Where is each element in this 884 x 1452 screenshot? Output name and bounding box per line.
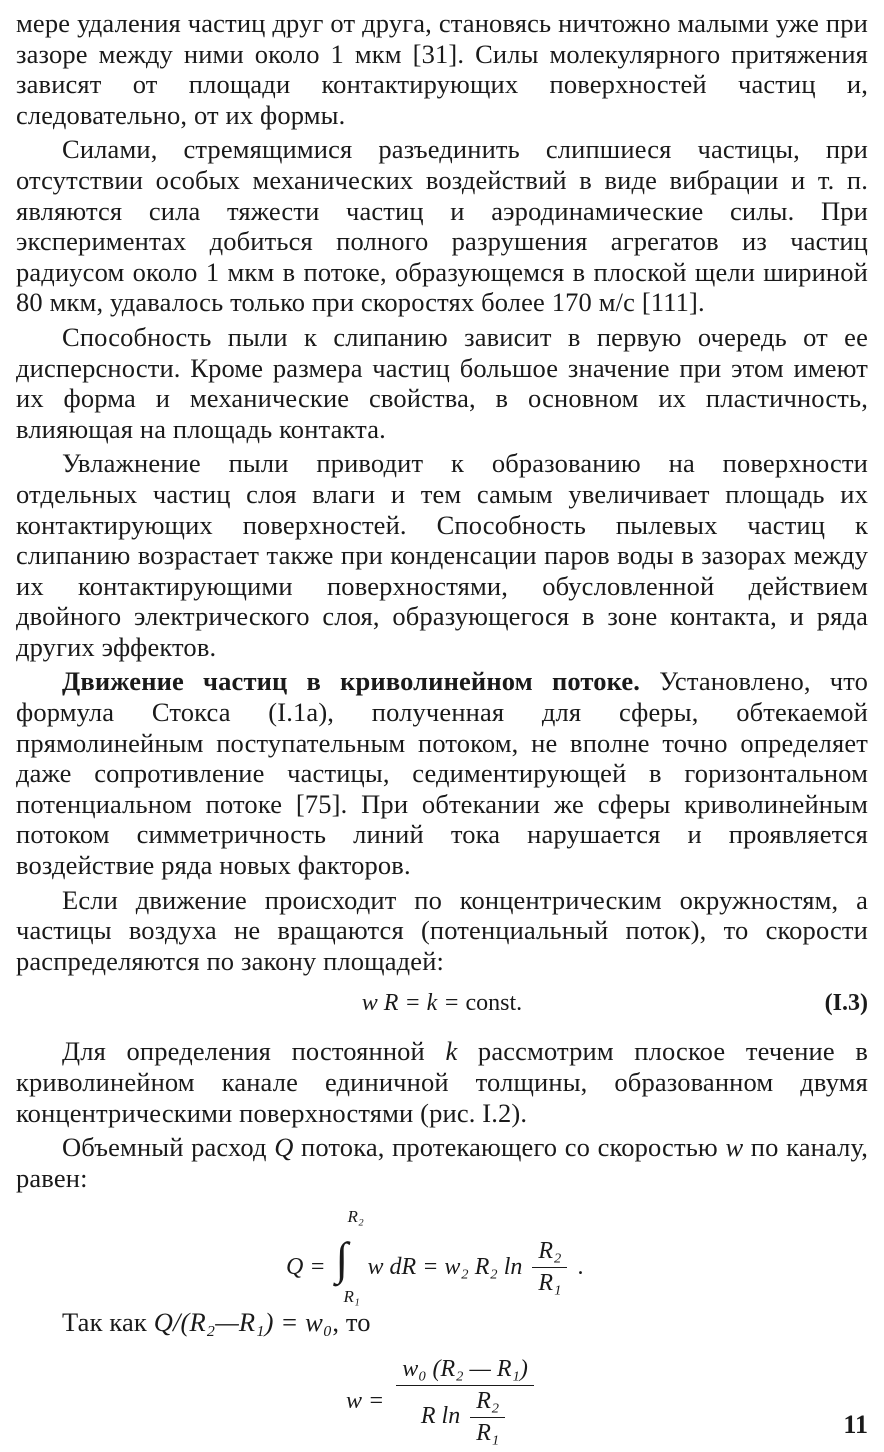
velocity-fraction-denominator bbox=[415, 1386, 515, 1447]
integral-symbol: ∫ bbox=[335, 1233, 349, 1285]
symbol-q: Q bbox=[274, 1132, 294, 1163]
equation-flow-rate-body bbox=[286, 1207, 584, 1307]
equation-velocity bbox=[16, 1342, 868, 1452]
paragraph-9 bbox=[16, 1307, 868, 1338]
symbol-k: k bbox=[445, 1036, 458, 1067]
symbol-w: w bbox=[725, 1132, 744, 1163]
velocity-fraction bbox=[396, 1356, 534, 1447]
paragraph-9-expr: Q/(R₂—R₁) = w₀ bbox=[153, 1307, 333, 1338]
equation-velocity-lhs: w = bbox=[346, 1387, 385, 1414]
equation-flow-rate-integrand: w dR = w₂ R₂ ln bbox=[367, 1253, 523, 1280]
paragraph-7-a: Для определения постоянной bbox=[62, 1036, 446, 1067]
paragraph-8-a: Объемный расход bbox=[62, 1132, 275, 1163]
paragraph-6: Если движение происходит по концентрическим окружностям, а частицы воздуха не вращаются (потенциальный поток), то скорости распределяются по закону площадей: bbox=[16, 884, 868, 976]
integral-sign bbox=[332, 1207, 364, 1307]
paragraph-7-b: рассмотрим плоское течение в криволинейном канале единичной толщины, образованном двумя концентрическими поверхностями (рис. I.2). bbox=[16, 1036, 869, 1128]
paragraph-9-a: Так как bbox=[62, 1307, 154, 1338]
equation-velocity-body bbox=[346, 1356, 538, 1447]
equation-1-3 bbox=[16, 980, 868, 1036]
equation-flow-rate-tail: . bbox=[577, 1253, 584, 1280]
equation-1-3-lhs: w R = k = bbox=[361, 990, 460, 1017]
section-heading: Движение частиц в криволинейном потоке. bbox=[62, 666, 641, 697]
integral-lower-limit: R₁ bbox=[343, 1287, 360, 1307]
paragraph-8-b: потока, протекающего со скоростью bbox=[293, 1132, 726, 1163]
velocity-den-fraction-denominator: R₁ bbox=[476, 1419, 500, 1446]
paragraph-9-b: , то bbox=[332, 1307, 371, 1338]
equation-number: (I.3) bbox=[824, 990, 868, 1017]
paragraph-8 bbox=[16, 1132, 868, 1193]
integral-upper-limit: R₂ bbox=[347, 1207, 364, 1227]
paragraph-5-body: Установлено, что формула Стокса (I.1а), полученная для сферы, обтекаемой прямолинейным поступательным потоком, не вполне точно определяет даже сопротивление частицы, седиментирующей в горизонтальном потенциальном потоке [75]. При обтекании же сферы криволинейным потоком симметричность линий тока нарушается и проявляется воздействие ряда новых факторов. bbox=[16, 666, 868, 881]
velocity-fraction-numerator: w₀ (R₂ — R₁) bbox=[396, 1356, 534, 1386]
log-fraction-denominator: R₁ bbox=[538, 1269, 562, 1296]
velocity-den-prefix: R ln bbox=[420, 1402, 461, 1429]
paragraph-3: Способность пыли к слипанию зависит в первую очередь от ее дисперсности. Кроме размера частиц большое значение при этом имеют их форма и механические свойства, в основном их пластичность, влияющая на площадь контакта. bbox=[16, 321, 868, 444]
paragraph-8-c: по каналу, равен: bbox=[16, 1132, 868, 1193]
log-fraction bbox=[532, 1238, 567, 1297]
paragraph-7 bbox=[16, 1036, 868, 1128]
equation-1-3-body bbox=[16, 990, 868, 1017]
equation-flow-rate bbox=[16, 1197, 868, 1307]
page-body bbox=[16, 8, 868, 1452]
equation-flow-rate-lhs: Q = bbox=[286, 1253, 326, 1280]
velocity-den-fraction bbox=[470, 1388, 505, 1447]
paragraph-2: Силами, стремящимися разъединить слипшиеся частицы, при отсутствии особых механических воздействий в виде вибрации и т. п. являются сила тяжести частиц и аэродинамические силы. При экспериментах добиться полного разрушения агрегатов из частиц радиусом около 1 мкм в потоке, образующемся в плоской щели шириной 80 мкм, удавалось только при скоростях более 170 м/с [111]. bbox=[16, 134, 868, 318]
paragraph-5 bbox=[16, 666, 868, 880]
paragraph-1: мере удаления частиц друг от друга, становясь ничтожно малыми уже при зазоре между ними около 1 мкм [31]. Силы молекулярного притяжения зависят от площади контактирующих поверхностей частиц и, следовательно, от их формы. bbox=[16, 8, 868, 130]
velocity-den-fraction-numerator: R₂ bbox=[470, 1388, 505, 1418]
log-fraction-numerator: R₂ bbox=[532, 1238, 567, 1268]
paragraph-4: Увлажнение пыли приводит к образованию на поверхности отдельных частиц слоя влаги и тем самым увеличивает площадь их контактирующих поверхностей. Способность пылевых частиц к слипанию возрастает также при конденсации паров воды в зазорах между их контактирующими поверхностями, обусловленной действием двойного электрического слоя, образующегося в зоне контакта, и ряда других эффектов. bbox=[16, 448, 868, 662]
page-number: 11 bbox=[843, 1410, 868, 1439]
equation-1-3-rhs: const. bbox=[465, 990, 523, 1017]
